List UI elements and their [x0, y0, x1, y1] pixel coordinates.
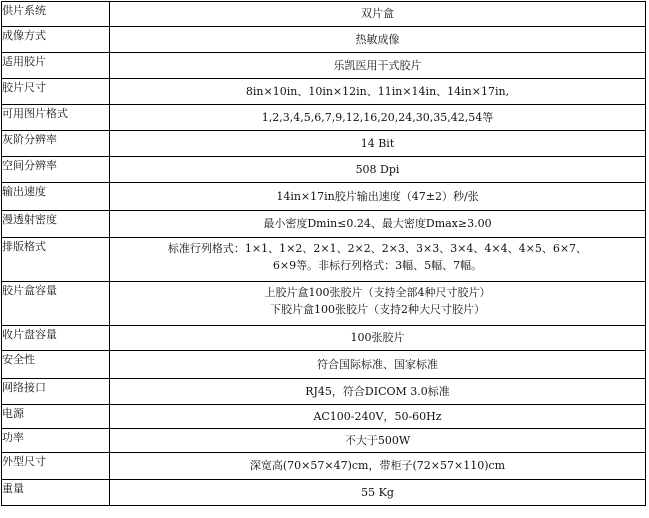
row-network: [2, 379, 646, 405]
row-value: 符合国际标准、国家标准: [110, 351, 646, 379]
row-value: 100张胶片: [110, 326, 646, 351]
row-value: 乐凯医用干式胶片: [110, 53, 646, 79]
row-label: 可用图片格式: [2, 105, 110, 131]
row-value: [110, 238, 646, 282]
row-label: 电源: [2, 405, 110, 429]
row-label: 漫透射密度: [2, 211, 110, 238]
specification-table: [1, 1, 646, 506]
row-value: 双片盒: [110, 2, 646, 27]
row-label: 灰阶分辨率: [2, 131, 110, 157]
row-value: 最小密度Dmin≤0.24、最大密度Dmax≥3.00: [110, 211, 646, 238]
row-label: 网络接口: [2, 379, 110, 405]
row-power-supply: [2, 405, 646, 429]
row-value: 1,2,3,4,5,6,7,9,12,16,20,24,30,35,42,54等: [110, 105, 646, 131]
row-label: 胶片尺寸: [2, 79, 110, 105]
row-weight: [2, 480, 646, 506]
row-density: [2, 211, 646, 238]
row-value: 14in×17in胶片输出速度（47±2）秒/张: [110, 183, 646, 211]
row-value: [110, 282, 646, 326]
row-layout-format: [2, 238, 646, 282]
value-line: 6×9等。非标行列格式：3幅、5幅、7幅。: [272, 259, 483, 272]
row-label: 重量: [2, 480, 110, 506]
row-label: 胶片盒容量: [2, 282, 110, 326]
row-value: 深宽高(70×57×47)cm，带柜子(72×57×110)cm: [110, 453, 646, 480]
row-film-supply: [2, 2, 646, 27]
row-film-size: [2, 79, 646, 105]
row-value: RJ45，符合DICOM 3.0标准: [110, 379, 646, 405]
row-label: 供片系统: [2, 2, 110, 27]
row-value: 热敏成像: [110, 27, 646, 53]
row-value: 14 Bit: [110, 131, 646, 157]
row-label: 成像方式: [2, 27, 110, 53]
row-output-speed: [2, 183, 646, 211]
row-label: 外型尺寸: [2, 453, 110, 480]
row-value: 55 Kg: [110, 480, 646, 506]
row-tray-capacity: [2, 326, 646, 351]
row-label: 适用胶片: [2, 53, 110, 79]
row-label: 空间分辨率: [2, 157, 110, 183]
row-value: 8in×10in、10in×12in、11in×14in、14in×17in,: [110, 79, 646, 105]
row-safety: [2, 351, 646, 379]
row-cassette-capacity: [2, 282, 646, 326]
row-label: 输出速度: [2, 183, 110, 211]
row-power: [2, 429, 646, 453]
value-line: 上胶片盒100张胶片（支持全部4种尺寸胶片）: [264, 286, 491, 299]
row-value: 508 Dpi: [110, 157, 646, 183]
row-imaging-method: [2, 27, 646, 53]
row-image-formats: [2, 105, 646, 131]
row-compatible-film: [2, 53, 646, 79]
value-line: 下胶片盒100张胶片（支持2种大尺寸胶片）: [270, 303, 485, 316]
row-label: 功率: [2, 429, 110, 453]
row-value: AC100-240V，50-60Hz: [110, 405, 646, 429]
row-grayscale: [2, 131, 646, 157]
row-label: 安全性: [2, 351, 110, 379]
row-label: 收片盘容量: [2, 326, 110, 351]
value-line: 标准行列格式：1×1、1×2、2×1、2×2、2×3、3×3、3×4、4×4、4×5、6×7、: [167, 242, 588, 255]
row-spatial-resolution: [2, 157, 646, 183]
row-value: 不大于500W: [110, 429, 646, 453]
row-dimensions: [2, 453, 646, 480]
row-label: 排版格式: [2, 238, 110, 282]
